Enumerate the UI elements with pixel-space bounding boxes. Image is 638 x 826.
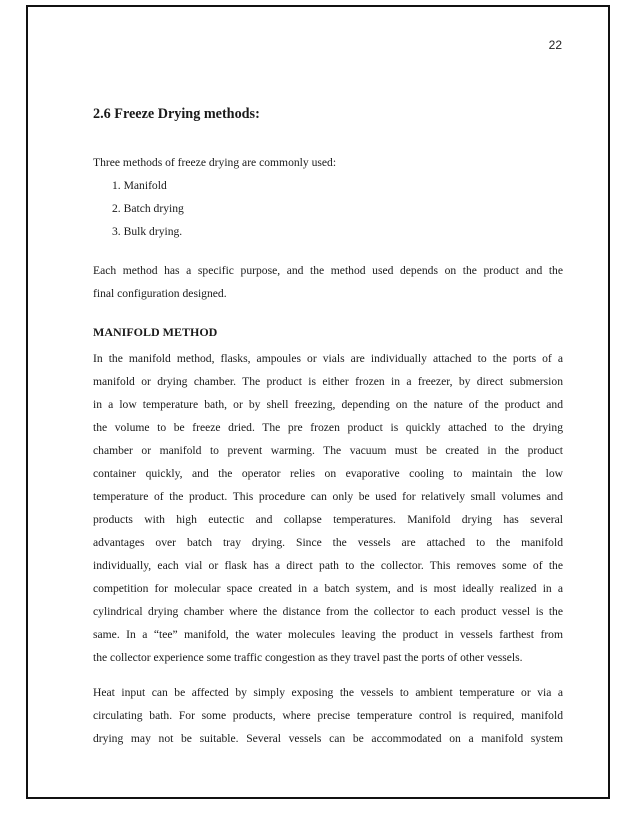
heat-line: drying may not be suitable. Several vessels can be accommodated on a manifold system (93, 732, 563, 745)
method-item-bulk: 3. Bulk drying. (112, 225, 183, 238)
manifold-line: same. In a “tee” manifold, the water molecules leaving the product in vessels farthest from (93, 628, 563, 641)
manifold-line: manifold or drying chamber. The product is either frozen in a freezer, by direct submersion (93, 375, 563, 388)
section-heading: 2.6 Freeze Drying methods: (93, 106, 260, 122)
manifold-method-title: MANIFOLD METHOD (93, 325, 218, 339)
manifold-line: temperature of the product. This procedure can only be used for relatively small volumes and (93, 490, 563, 503)
manifold-line: container quickly, and the operator relies on evaporative cooling to maintain the low (93, 467, 563, 480)
page-number: 22 (548, 38, 562, 52)
manifold-line: the volume to be freeze dried. The pre frozen product is quickly attached to the drying (93, 421, 563, 434)
manifold-line: competition for molecular space created in a batch system, and is most ideally realized in a (93, 582, 563, 595)
method-item-manifold: 1. Manifold (112, 179, 167, 192)
method-item-batch: 2. Batch drying (112, 202, 184, 215)
heat-line: circulating bath. For some products, where precise temperature control is required, manifold (93, 709, 563, 722)
manifold-line: in a low temperature bath, or by shell freezing, depending on the nature of the product and (93, 398, 563, 411)
purpose-line: final configuration designed. (93, 287, 227, 300)
manifold-line: cylindrical drying chamber where the distance from the collector to each product vessel is the (93, 605, 563, 618)
purpose-line: Each method has a specific purpose, and the method used depends on the product and the (93, 264, 563, 277)
manifold-line: advantages over batch tray drying. Since the vessels are attached to the manifold (93, 536, 563, 549)
intro-text: Three methods of freeze drying are commonly used: (93, 156, 337, 169)
manifold-line: products with high eutectic and collapse temperatures. Manifold drying has several (93, 513, 563, 526)
manifold-line: In the manifold method, flasks, ampoules or vials are individually attached to the ports of a (93, 352, 563, 365)
heat-line: Heat input can be affected by simply exposing the vessels to ambient temperature or via a (93, 686, 563, 699)
manifold-line: the collector experience some traffic congestion as they travel past the ports of other vessels. (93, 651, 523, 664)
manifold-line: individually, each vial or flask has a direct path to the collector. This removes some of the (93, 559, 563, 572)
manifold-line: chamber or manifold to prevent warming. The vacuum must be created in the product (93, 444, 563, 457)
